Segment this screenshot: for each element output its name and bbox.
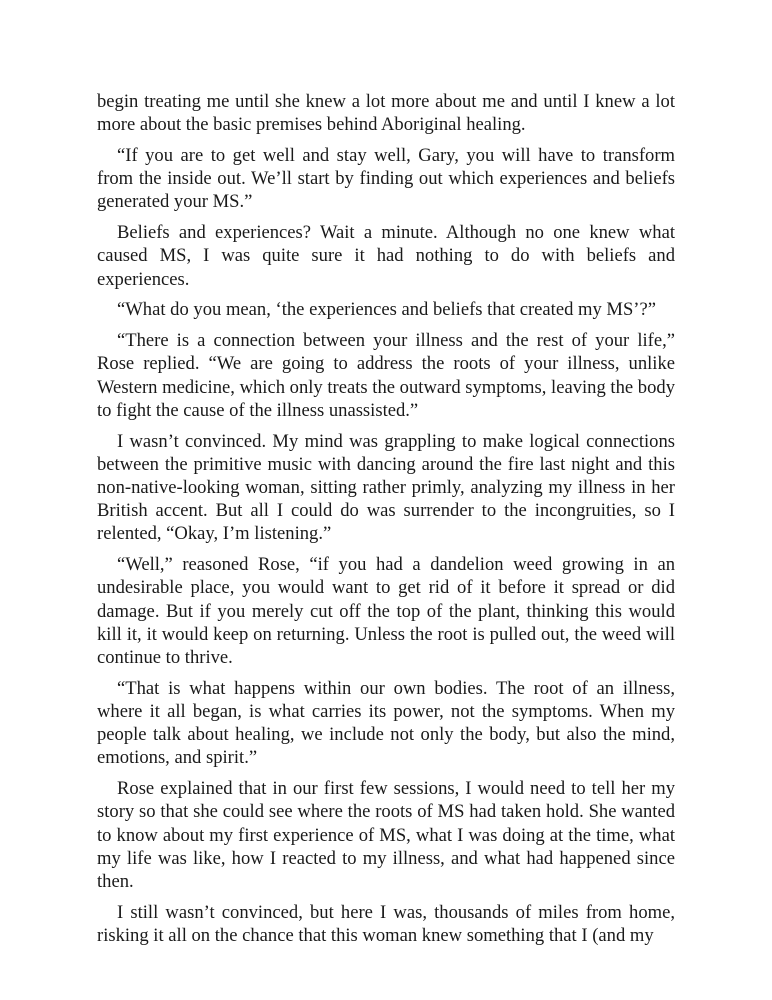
paragraph-5: “There is a connection between your illness and the rest of your life,” Rose replied. “We are going to address the roots of your illness, unlike Western medicine, which only treats the outward symptoms, leaving the body to fight the cause of the illness unassisted.”	[97, 330, 675, 421]
paragraph-6: I wasn’t convinced. My mind was grappling to make logical connections between the primitive music with dancing around the fire last night and this non-native-looking woman, sitting rather primly, analyzing my illness in her British accent. But all I could do was surrender to the incongruities, so I relented, “Okay, I’m listening.”	[97, 430, 675, 545]
paragraph-9: Rose explained that in our first few sessions, I would need to tell her my story so that she could see where the roots of MS had taken hold. She wanted to know about my first experience of MS, what I was doing at the time, what my life was like, how I reacted to my illness, and what had happened since then.	[97, 778, 675, 893]
paragraph-4: “What do you mean, ‘the experiences and beliefs that created my MS’?”	[117, 299, 656, 321]
paragraph-7: “Well,” reasoned Rose, “if you had a dandelion weed growing in an undesirable place, you would want to get rid of it before it spread or did damage. But if you merely cut off the top of the plant, thinking this would kill it, it would keep on returning. Unless the root is pulled out, the weed will continue to thrive.	[97, 554, 675, 669]
book-page	[97, 90, 675, 955]
paragraph-8: “That is what happens within our own bodies. The root of an illness, where it all began, is what carries its power, not the symptoms. When my people talk about healing, we include not only the body, but also the mind, emotions, and spirit.”	[97, 677, 675, 769]
paragraph-3: Beliefs and experiences? Wait a minute. Although no one knew what caused MS, I was quite sure it had nothing to do with beliefs and experiences.	[97, 222, 675, 290]
paragraph-10: I still wasn’t convinced, but here I was, thousands of miles from home, risking it all on the chance that this woman knew something that I (and my	[97, 901, 675, 947]
paragraph-2: “If you are to get well and stay well, Gary, you will have to transform from the inside out. We’ll start by finding out which experiences and beliefs generated your MS.”	[97, 145, 675, 213]
paragraph-1: begin treating me until she knew a lot more about me and until I knew a lot more about the basic premises behind Aboriginal healing.	[97, 91, 675, 136]
